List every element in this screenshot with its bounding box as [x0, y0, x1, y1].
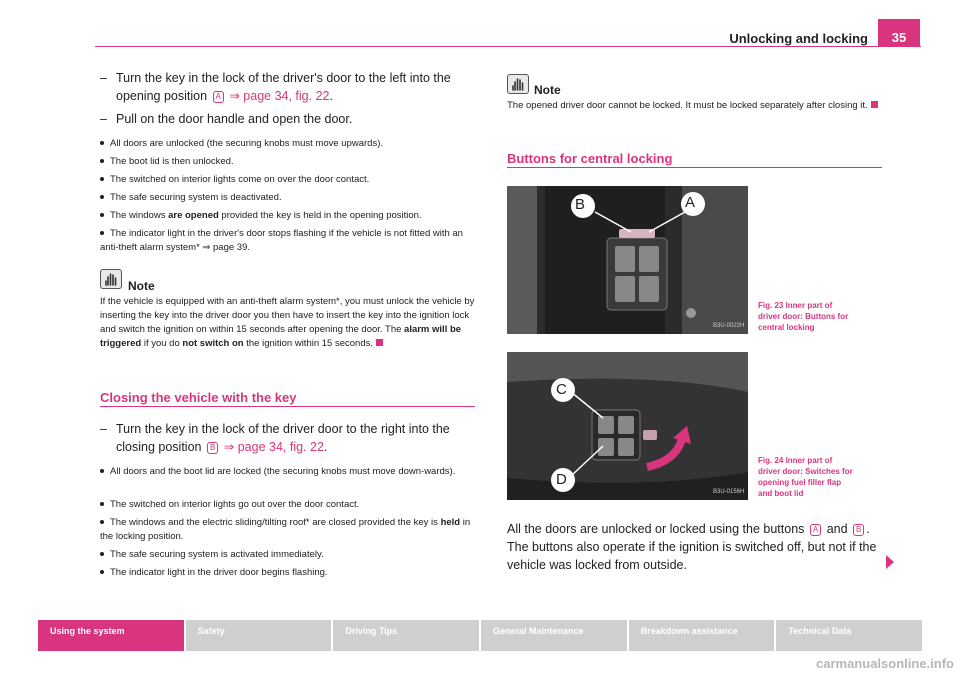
section-rule: [100, 406, 475, 407]
section-title-buttons: Buttons for central locking: [507, 151, 673, 166]
bullet-icon: [100, 520, 104, 524]
figure-code: B3U-0156H: [713, 489, 745, 495]
step-open-key: – Turn the key in the lock of the driver's door to the left into the opening position A ⇒ page 34, fig. 22.: [100, 71, 451, 103]
badge-b: B: [207, 442, 218, 454]
bullet-safe-deactivated: The safe securing system is deactivated.: [100, 191, 282, 205]
bullet-icon: [100, 159, 104, 163]
note-driver-door-text: The opened driver door cannot be locked. It must be locked separately after closing it.: [507, 99, 885, 113]
tab-using-the-system[interactable]: Using the system: [38, 620, 184, 651]
figure-23-photo: [507, 186, 748, 334]
bullet-icon: [100, 231, 104, 235]
label-c: C: [556, 381, 567, 398]
page-ref-link[interactable]: ⇒ page 34, fig. 22: [229, 89, 330, 103]
tab-breakdown-assistance[interactable]: Breakdown assistance: [627, 620, 775, 651]
footer-nav: [38, 620, 922, 651]
section-end-icon: [871, 101, 878, 108]
next-page-arrow-icon[interactable]: [886, 555, 894, 569]
section-title-closing: Closing the vehicle with the key: [100, 390, 297, 405]
bullet-safe-activated: The safe securing system is activated immediately.: [100, 548, 324, 562]
note-alarm-text: If the vehicle is equipped with an anti-theft alarm system*, you must unlock the vehicle by inserting the key into the driver door you then have to insert the key into the ignition lock and switch the ignition on within 15 seconds after opening the door. The alarm will be triggered if you do not switch on the ignition within 15 seconds.: [100, 296, 475, 349]
label-a: A: [685, 194, 696, 211]
tab-technical-data[interactable]: Technical Data: [774, 620, 922, 651]
bullet-icon: [100, 552, 104, 556]
badge-a: A: [213, 91, 224, 103]
step-open-door: – Pull on the door handle and open the door.: [100, 112, 353, 126]
bullet-icon: [100, 469, 104, 473]
figure-code: B3U-0022H: [713, 323, 745, 329]
buttons-body-text: All the doors are unlocked or locked using the buttons A and B . The buttons also operate if the ignition is switched off, but not if the vehicle was locked from outside.: [507, 522, 877, 572]
bullet-doors-unlocked: All doors are unlocked (the securing knobs must move upwards).: [100, 137, 383, 151]
note-heading: Note: [128, 279, 155, 293]
page-title: Unlocking and locking: [729, 31, 868, 46]
label-d: D: [556, 471, 567, 488]
bullet-windows-closed: The windows and the electric sliding/tilting roof* are closed provided the key is held in the locking position.: [100, 517, 471, 542]
bullet-windows-opened: The windows are opened provided the key is held in the opening position.: [100, 209, 422, 223]
badge-a: A: [810, 524, 821, 536]
note-heading: Note: [534, 83, 561, 97]
tab-general-maintenance[interactable]: General Maintenance: [479, 620, 627, 651]
bullet-icon: [100, 141, 104, 145]
note-hand-icon: [507, 74, 529, 94]
bullet-icon: [100, 570, 104, 574]
bullet-icon: [100, 195, 104, 199]
bullet-indicator-flashing: The indicator light in the driver door begins flashing.: [100, 566, 328, 580]
note-hand-icon: [100, 269, 122, 289]
bullet-boot-unlocked: The boot lid is then unlocked.: [100, 155, 234, 169]
bullet-icon: [100, 213, 104, 217]
badge-b: B: [853, 524, 864, 536]
tab-driving-tips[interactable]: Driving Tips: [331, 620, 479, 651]
page-number: 35: [878, 19, 920, 47]
section-end-icon: [376, 339, 383, 346]
bullet-lights-on: The switched on interior lights come on over the door contact.: [100, 173, 369, 187]
watermark: carmanualsonline.info: [816, 656, 954, 671]
bullet-icon: [100, 502, 104, 506]
page-ref-link[interactable]: ⇒ page 34, fig. 22: [223, 440, 324, 454]
figure-24-photo: [507, 352, 748, 500]
bullet-icon: [100, 177, 104, 181]
bullet-lights-out: The switched on interior lights go out over the door contact.: [100, 498, 359, 512]
step-close-key: – Turn the key in the lock of the driver door to the right into the closing position B ⇒ page 34, fig. 22.: [100, 422, 450, 454]
header-rule: [95, 46, 921, 47]
section-rule: [507, 167, 882, 168]
figure-23-caption: Fig. 23 Inner part of driver door: Buttons for central locking: [758, 301, 849, 332]
bullet-indicator-stops: The indicator light in the driver's door stops flashing if the vehicle is not fitted with an anti-theft alarm system* ⇒ page 39.: [100, 228, 463, 253]
label-b: B: [575, 196, 586, 213]
bullet-all-locked: All doors and the boot lid are locked (the securing knobs must move down-wards).: [100, 465, 480, 479]
figure-24-caption: Fig. 24 Inner part of driver door: Switches for opening fuel filler flap and boot lid: [758, 456, 853, 498]
tab-safety[interactable]: Safety: [184, 620, 332, 651]
